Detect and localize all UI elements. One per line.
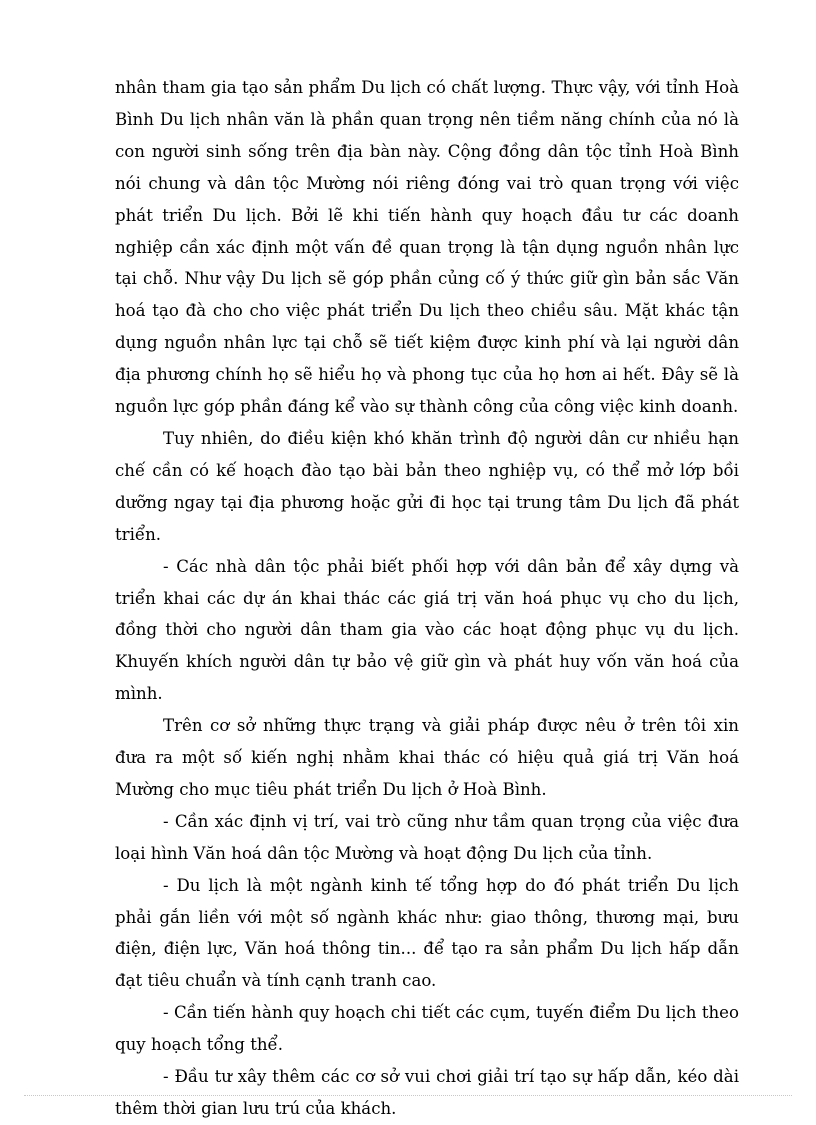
document-body <box>115 72 739 1125</box>
page-bottom-divider <box>24 1095 792 1096</box>
paragraph-bullet-planning: - Cần tiến hành quy hoạch chi tiết các cụm, tuyến điểm Du lịch theo quy hoạch tổng thể. <box>115 1003 739 1055</box>
paragraph-bullet-cooperation: - Các nhà dân tộc phải biết phối hợp với dân bản để xây dựng và triển khai các dự án khai thác các giá trị văn hoá phục vụ cho du lịch, đồng thời cho người dân tham gia vào các hoạt động phục vụ du lịch. Khuyến khích người dân tự bảo vệ giữ gìn và phát huy vốn văn hoá của mình. <box>115 556 739 704</box>
paragraph-continuation: nhân tham gia tạo sản phẩm Du lịch có chất lượng. Thực vậy, với tỉnh Hoà Bình Du lịch nhân văn là phần quan trọng nên tiềm năng chính của nó là con người sinh sống trên địa bàn này. Cộng đồng dân tộc tỉnh Hoà Bình nói chung và dân tộc Mường nói riêng đóng vai trò quan trọng với việc phát triển Du lịch. Bởi lẽ khi tiến hành quy hoạch đầu tư các doanh nghiệp cần xác định một vấn đề quan trọng là tận dụng nguồn nhân lực tại chỗ. Như vậy Du lịch sẽ góp phần củng cố ý thức giữ gìn bản sắc Văn hoá tạo đà cho cho việc phát triển Du lịch theo chiều sâu. Mặt khác tận dụng nguồn nhân lực tại chỗ sẽ tiết kiệm được kinh phí và lại người dân địa phương chính họ sẽ hiểu họ và phong tục của họ hơn ai hết. Đây sẽ là nguồn lực góp phần đáng kể vào sự thành công của công việc kinh doanh. <box>115 78 739 417</box>
paragraph-recommendations-intro: Trên cơ sở những thực trạng và giải pháp được nêu ở trên tôi xin đưa ra một số kiến nghị nhằm khai thác có hiệu quả giá trị Văn hoá Mường cho mục tiêu phát triển Du lịch ở Hoà Bình. <box>115 716 739 799</box>
paragraph-bullet-role: - Cần xác định vị trí, vai trò cũng như tầm quan trọng của việc đưa loại hình Văn hoá dân tộc Mường và hoạt động Du lịch của tỉnh. <box>115 811 739 863</box>
paragraph-bullet-economy: - Du lịch là một ngành kinh tế tổng hợp do đó phát triển Du lịch phải gắn liền với một số ngành khác như: giao thông, thương mại, bưu điện, điện lực, Văn hoá thông tin... để tạo ra sản phẩm Du lịch hấp dẫn đạt tiêu chuẩn và tính cạnh tranh cao. <box>115 875 739 991</box>
paragraph-bullet-investment: - Đầu tư xây thêm các cơ sở vui chơi giải trí tạo sự hấp dẫn, kéo dài thêm thời gian lưu trú của khách. <box>115 1067 739 1118</box>
paragraph-training: Tuy nhiên, do điều kiện khó khăn trình độ người dân cư nhiều hạn chế cần có kế hoạch đào tạo bài bản theo nghiệp vụ, có thể mở lớp bồi dưỡng ngay tại địa phương hoặc gửi đi học tại trung tâm Du lịch đã phát triển. <box>115 428 739 544</box>
